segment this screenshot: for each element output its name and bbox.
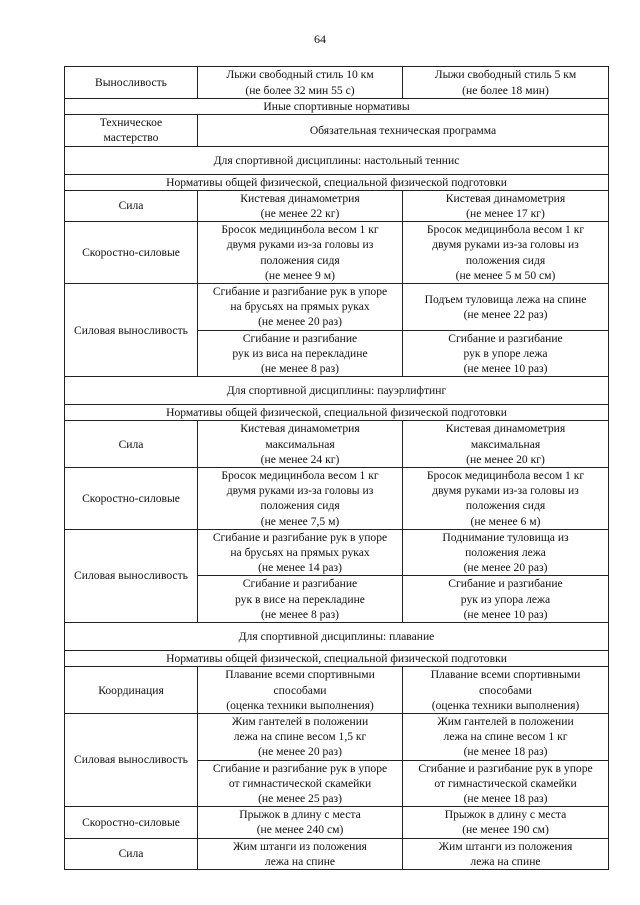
table-row bbox=[65, 713, 609, 760]
norm-cell-male bbox=[198, 67, 403, 99]
cell-line: лежа на спине bbox=[264, 854, 336, 868]
table-row bbox=[65, 651, 609, 667]
cell-line: (не менее 22 раз) bbox=[463, 307, 548, 321]
norm-cell-male bbox=[198, 667, 403, 714]
cell-line: лежа на спине bbox=[470, 854, 541, 868]
table-row bbox=[65, 67, 609, 99]
cell-line: положения сидя bbox=[260, 499, 340, 513]
cell-line: Бросок медицинбола весом 1 кг bbox=[221, 223, 379, 237]
cell-line: двумя руками из-за головы из bbox=[432, 238, 579, 252]
cell-line: Кистевая динамометрия bbox=[445, 422, 566, 436]
cell-line: на брусьях на прямых руках bbox=[230, 546, 370, 560]
cell-line: Жим штанги из положения bbox=[233, 839, 367, 853]
cell-line: максимальная bbox=[265, 437, 335, 451]
norm-cell-male bbox=[198, 330, 403, 377]
cell-line: положения сидя bbox=[260, 253, 340, 267]
quality-cell: Силовая выносливость bbox=[65, 284, 198, 377]
cell-line: Поднимание туловища из bbox=[442, 530, 569, 544]
cell-line: рук из виса на перекладине bbox=[232, 346, 368, 360]
cell-line: (не более 32 мин 55 с) bbox=[245, 83, 355, 97]
program-cell: Обязательная техническая программа bbox=[198, 115, 609, 146]
quality-cell: Выносливость bbox=[65, 67, 198, 99]
quality-cell: Сила bbox=[65, 838, 198, 869]
cell-line: рук в упоре лежа bbox=[463, 346, 548, 360]
cell-line: (не менее 25 раз) bbox=[258, 791, 342, 805]
norm-cell-male bbox=[198, 421, 403, 468]
section-header: Нормативы общей физической, специальной физической подготовки bbox=[65, 405, 609, 421]
norm-cell-female bbox=[403, 67, 609, 99]
table-row bbox=[65, 377, 609, 405]
cell-line: Сгибание и разгибание bbox=[242, 577, 358, 591]
cell-line: положения сидя bbox=[465, 499, 546, 513]
section-header: Для спортивной дисциплины: настольный теннис bbox=[65, 146, 609, 174]
cell-line: Лыжи свободный стиль 5 км bbox=[434, 68, 577, 82]
cell-line: (не менее 20 раз) bbox=[463, 561, 548, 575]
quality-cell: Сила bbox=[65, 421, 198, 468]
cell-line: (не менее 9 м) bbox=[265, 268, 335, 282]
page-number: 64 bbox=[314, 32, 326, 46]
norm-cell-female bbox=[403, 468, 609, 530]
table-row bbox=[65, 99, 609, 115]
norm-cell-male bbox=[198, 760, 403, 807]
cell-line: двумя руками из-за головы из bbox=[226, 238, 374, 252]
cell-line: способами bbox=[479, 683, 532, 697]
table-row bbox=[65, 222, 609, 284]
cell-line: максимальная bbox=[470, 437, 541, 451]
cell-line: (не менее 240 см) bbox=[256, 823, 344, 837]
cell-line: лежа на спине весом 1,5 кг bbox=[233, 730, 367, 744]
table-row bbox=[65, 174, 609, 190]
table-row bbox=[65, 667, 609, 714]
cell-line: (не менее 10 раз) bbox=[463, 362, 548, 376]
norm-cell-female bbox=[403, 807, 609, 838]
table-row bbox=[65, 421, 609, 468]
norm-cell-male bbox=[198, 468, 403, 530]
norm-cell-female bbox=[403, 760, 609, 807]
norm-cell-male bbox=[198, 838, 403, 869]
cell-line: (не менее 22 кг) bbox=[260, 207, 340, 221]
cell-line: Сгибание и разгибание bbox=[448, 331, 563, 345]
cell-line: (не менее 24 кг) bbox=[260, 452, 340, 466]
norm-cell-male bbox=[198, 529, 403, 576]
cell-line: Бросок медицинбола весом 1 кг bbox=[426, 469, 585, 483]
norm-cell-female bbox=[403, 222, 609, 284]
cell-line: Сгибание и разгибание рук в упоре bbox=[212, 530, 388, 544]
cell-line: (не менее 6 м) bbox=[470, 514, 541, 528]
norm-cell-female bbox=[403, 190, 609, 221]
section-header: Нормативы общей физической, специальной физической подготовки bbox=[65, 174, 609, 190]
quality-cell bbox=[65, 115, 198, 146]
cell-line: Прыжок в длину с места bbox=[444, 808, 567, 822]
cell-line: (не менее 18 раз) bbox=[463, 791, 548, 805]
cell-line: Сгибание и разгибание bbox=[242, 331, 358, 345]
cell-line: Бросок медицинбола весом 1 кг bbox=[426, 223, 585, 237]
cell-line: Кистевая динамометрия bbox=[445, 191, 566, 205]
quality-cell: Координация bbox=[65, 667, 198, 714]
table-row bbox=[65, 838, 609, 869]
quality-cell: Силовая выносливость bbox=[65, 713, 198, 806]
norm-cell-female bbox=[403, 529, 609, 576]
cell-line: Техническое bbox=[99, 116, 163, 130]
cell-line: (не менее 8 раз) bbox=[260, 362, 340, 376]
cell-line: на брусьях на прямых руках bbox=[230, 300, 370, 314]
cell-line: Сгибание и разгибание рук в упоре bbox=[212, 761, 388, 775]
cell-line: двумя руками из-за головы из bbox=[432, 484, 579, 498]
cell-line: (не менее 20 кг) bbox=[466, 452, 545, 466]
norm-cell-female bbox=[403, 421, 609, 468]
table-row bbox=[65, 115, 609, 146]
norms-table bbox=[64, 66, 609, 870]
cell-line: (не менее 20 раз) bbox=[258, 315, 342, 329]
norm-cell-female bbox=[403, 284, 609, 331]
cell-line: рук из упора лежа bbox=[460, 592, 551, 606]
cell-line: (не менее 7,5 м) bbox=[260, 514, 340, 528]
cell-line: Сгибание и разгибание рук в упоре bbox=[418, 761, 593, 775]
table-row bbox=[65, 623, 609, 651]
cell-line: Прыжок в длину с места bbox=[239, 808, 361, 822]
table-row bbox=[65, 807, 609, 838]
norm-cell-male bbox=[198, 190, 403, 221]
cell-line: (не менее 10 раз) bbox=[463, 607, 548, 621]
quality-cell: Скоростно-силовые bbox=[65, 468, 198, 530]
cell-line: Бросок медицинбола весом 1 кг bbox=[221, 469, 379, 483]
cell-line: Лыжи свободный стиль 10 км bbox=[226, 68, 374, 82]
cell-line: способами bbox=[273, 683, 327, 697]
table-row bbox=[65, 284, 609, 331]
cell-line: (оценка техники выполнения) bbox=[431, 698, 580, 712]
norm-cell-female bbox=[403, 667, 609, 714]
cell-line: (не более 18 мин) bbox=[462, 83, 549, 97]
quality-cell: Сила bbox=[65, 190, 198, 221]
cell-line: Жим штанги из положения bbox=[438, 839, 573, 853]
norm-cell-male bbox=[198, 576, 403, 623]
table-row bbox=[65, 468, 609, 530]
table-row bbox=[65, 405, 609, 421]
norm-cell-male bbox=[198, 284, 403, 331]
cell-line: от гимнастической скамейки bbox=[228, 776, 372, 790]
section-header: Для спортивной дисциплины: пауэрлифтинг bbox=[65, 377, 609, 405]
cell-line: (оценка техники выполнения) bbox=[226, 698, 374, 712]
cell-line: Сгибание и разгибание рук в упоре bbox=[212, 285, 388, 299]
quality-cell: Скоростно-силовые bbox=[65, 222, 198, 284]
cell-line: (не менее 190 см) bbox=[462, 823, 549, 837]
cell-line: рук в висе на перекладине bbox=[235, 592, 365, 606]
section-header: Для спортивной дисциплины: плавание bbox=[65, 623, 609, 651]
norm-cell-male bbox=[198, 713, 403, 760]
cell-line: лежа на спине весом 1 кг bbox=[443, 730, 568, 744]
cell-line: Плавание всеми спортивными bbox=[225, 668, 375, 682]
table-row bbox=[65, 190, 609, 221]
cell-line: (не менее 14 раз) bbox=[258, 561, 342, 575]
norm-cell-male bbox=[198, 222, 403, 284]
norm-cell-female bbox=[403, 576, 609, 623]
cell-line: (не менее 8 раз) bbox=[260, 607, 340, 621]
norm-cell-female bbox=[403, 713, 609, 760]
cell-line: двумя руками из-за головы из bbox=[226, 484, 374, 498]
cell-line: положения сидя bbox=[465, 253, 546, 267]
norm-cell-female bbox=[403, 838, 609, 869]
quality-cell: Скоростно-силовые bbox=[65, 807, 198, 838]
table-row bbox=[65, 529, 609, 576]
cell-line: Сгибание и разгибание bbox=[448, 577, 563, 591]
cell-line: от гимнастической скамейки bbox=[434, 776, 577, 790]
cell-line: (не менее 5 м 50 см) bbox=[455, 268, 556, 282]
cell-line: Кистевая динамометрия bbox=[240, 422, 360, 436]
cell-line: (не менее 17 кг) bbox=[466, 207, 545, 221]
section-header: Нормативы общей физической, специальной физической подготовки bbox=[65, 651, 609, 667]
cell-line: (не менее 18 раз) bbox=[463, 745, 548, 759]
norm-cell-male bbox=[198, 807, 403, 838]
cell-line: Подъем туловища лежа на спине bbox=[424, 292, 587, 306]
norm-cell-female bbox=[403, 330, 609, 377]
cell-line: Жим гантелей в положении bbox=[231, 714, 369, 728]
cell-line: (не менее 20 раз) bbox=[258, 745, 342, 759]
cell-line: мастерство bbox=[103, 131, 159, 145]
table-row bbox=[65, 146, 609, 174]
cell-line: положения лежа bbox=[465, 546, 546, 560]
quality-cell: Силовая выносливость bbox=[65, 529, 198, 622]
cell-line: Жим гантелей в положении bbox=[437, 714, 574, 728]
cell-line: Плавание всеми спортивными bbox=[430, 668, 581, 682]
section-header: Иные спортивные нормативы bbox=[65, 99, 609, 115]
cell-line: Кистевая динамометрия bbox=[240, 191, 360, 205]
